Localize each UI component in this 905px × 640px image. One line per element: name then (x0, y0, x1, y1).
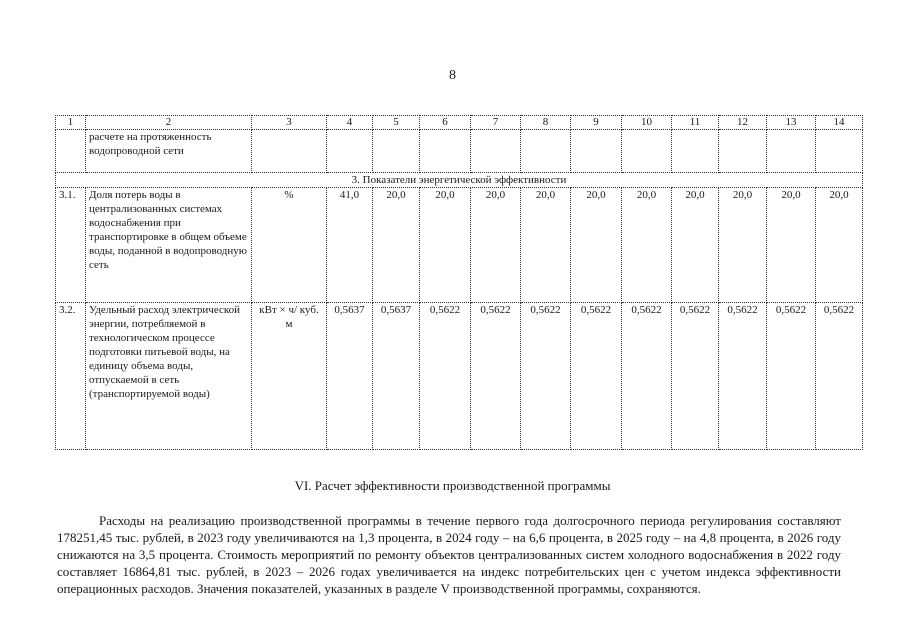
value-cell: 0,5622 (571, 303, 622, 450)
table-row (56, 130, 863, 173)
body-paragraph: Расходы на реализацию производственной программы в течение первого года долгосрочного периода регулирования составляют 178251,45 тыс. рублей, в 2023 году увеличиваются на 1,3 процента, в 2024 году – на 6,6 процента, в 2025 году – на 4,8 процента, в 2026 году снижаются на 3,5 процента. Стоимость мероприятий по ремонту объектов централизованных систем холодного водоснабжения в 2022 году составляет 16864,81 тыс. рублей, в 2023 – 2026 годах увеличивается на индекс потребительских цен с учетом индекса эффективности операционных расходов. Значения показателей, указанных в разделе V производственной программы, сохраняются. (57, 513, 841, 596)
value-cell: 20,0 (521, 188, 571, 303)
value-cell: 0,5622 (420, 303, 471, 450)
column-number-header: 8 (521, 116, 571, 130)
row-number: 3.1. (56, 188, 86, 303)
value-cell: 20,0 (373, 188, 420, 303)
value-cell: 0,5637 (373, 303, 420, 450)
value-cell: 20,0 (816, 188, 863, 303)
table-header-row (56, 116, 863, 130)
unit-cell: % (252, 188, 327, 303)
column-number-header: 12 (719, 116, 767, 130)
column-number-header: 13 (767, 116, 816, 130)
table-row (56, 188, 863, 303)
value-cell: 0,5622 (521, 303, 571, 450)
indicator-name: Удельный расход электрической энергии, потребляемой в технологическом процессе подготовки питьевой воды, на единицу объема воды, отпускаемой в сеть (транспортируемой воды) (86, 303, 252, 450)
value-cell: 0,5637 (327, 303, 373, 450)
column-number-header: 10 (622, 116, 672, 130)
page-number: 8 (449, 68, 456, 83)
value-cell: 0,5622 (767, 303, 816, 450)
column-number-header: 4 (327, 116, 373, 130)
value-cell: 0,5622 (622, 303, 672, 450)
column-number-header: 7 (471, 116, 521, 130)
section-title: VI. Расчет эффективности производственной программы (294, 478, 611, 493)
column-number-header: 5 (373, 116, 420, 130)
column-number-header: 14 (816, 116, 863, 130)
value-cell: 0,5622 (672, 303, 719, 450)
indicator-name: Доля потерь воды в централизованных системах водоснабжения при транспортировке в общем объеме воды, поданной в водопроводную сеть (86, 188, 252, 303)
indicators-table (55, 115, 863, 450)
value-cell: 20,0 (767, 188, 816, 303)
section-heading-row (56, 173, 863, 188)
column-number-header: 3 (252, 116, 327, 130)
indicator-name: расчете на протяженность водопроводной сети (86, 130, 252, 173)
value-cell: 0,5622 (471, 303, 521, 450)
value-cell: 0,5622 (719, 303, 767, 450)
value-cell: 0,5622 (816, 303, 863, 450)
column-number-header: 9 (571, 116, 622, 130)
unit-cell: кВт × ч/ куб. м (252, 303, 327, 450)
value-cell: 20,0 (672, 188, 719, 303)
column-number-header: 1 (56, 116, 86, 130)
value-cell: 20,0 (471, 188, 521, 303)
column-number-header: 11 (672, 116, 719, 130)
column-number-header: 2 (86, 116, 252, 130)
section-heading: 3. Показатели энергетической эффективности (56, 173, 863, 188)
column-number-header: 6 (420, 116, 471, 130)
table-row (56, 303, 863, 450)
value-cell: 41,0 (327, 188, 373, 303)
row-number: 3.2. (56, 303, 86, 450)
value-cell: 20,0 (571, 188, 622, 303)
value-cell: 20,0 (719, 188, 767, 303)
value-cell: 20,0 (622, 188, 672, 303)
value-cell: 20,0 (420, 188, 471, 303)
